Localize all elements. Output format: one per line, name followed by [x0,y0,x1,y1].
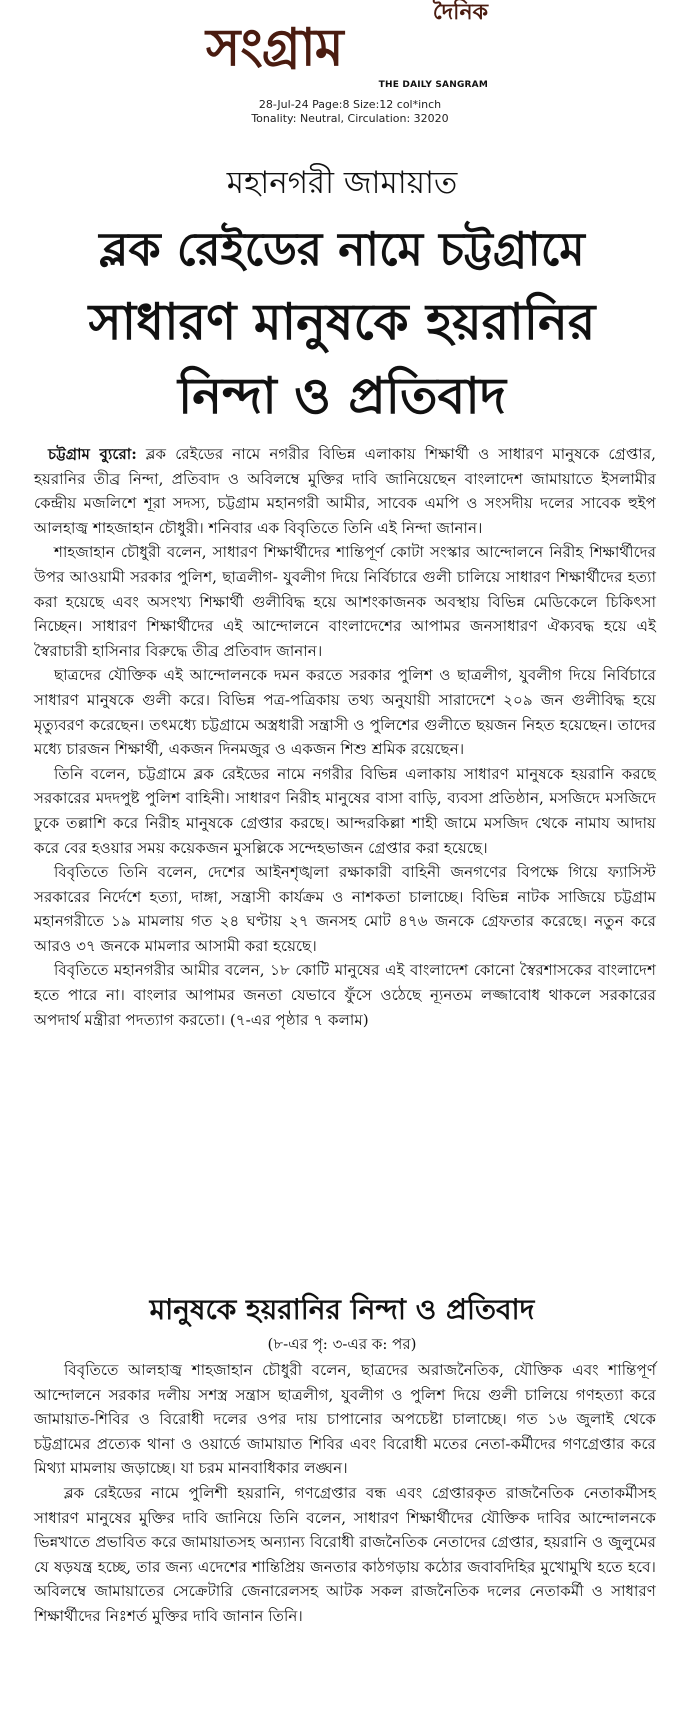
article-body [34,442,656,1032]
masthead-dainik: দৈনিক [432,0,488,25]
article-paragraph: তিনি বলেন, চট্টগ্রামে ব্লক রেইডের নামে নগরীর বিভিন্ন এলাকায় সাধারণ মানুষকে হয়রানি করছে সরকারের মদদপুষ্ট পুলিশ বাহিনী। সাধারণ নিরীহ মানুষের বাসা বাড়ি, ব্যবসা প্রতিষ্ঠান, মসজিদে মসজিদে ঢুকে তল্লাশি করে নিরীহ মানুষকে গ্রেপ্তার করছে। আন্দরকিল্লা শাহী জামে মসজিদ থেকে নামায আদায় করে বের হওয়ার সময় কয়েকজন মুসল্লিকে সন্দেহভাজন গ্রেপ্তার করা হয়েছে। [34,764,656,857]
article-paragraph: চট্টগ্রাম ব্যুরো: ব্লক রেইডের নামে নগরীর বিভিন্ন এলাকায় শিক্ষার্থী ও সাধারণ মানুষকে গ্রেপ্তার, হয়রানির তীব্র নিন্দা, প্রতিবাদ ও অবিলম্বে মুক্তির দাবি জানিয়েছেন বাংলাদেশ জামায়াতে ইসলামীর কেন্দ্রীয় মজলিশে শূরা সদস্য, চট্টগ্রাম মহানগরী আমীর, সাবেক এমপি ও সংসদীয় দলের সাবেক হুইপ আলহাজ্ব শাহজাহান চৌধুরী। শনিবার এক বিবৃতিতে তিনি এই নিন্দা জানান। [34,445,656,537]
article-paragraph: শাহজাহান চৌধুরী বলেন, সাধারণ শিক্ষার্থীদের শান্তিপূর্ণ কোটা সংস্কার আন্দোলনে নিরীহ শিক্ষার্থীদের উপর আওয়ামী সরকার পুলিশ, ছাত্রলীগ- যুবলীগ দিয়ে নির্বিচারে গুলী চালিয়ে সাধারণ শিক্ষার্থীদের হত্যা করা হয়েছে এবং অসংখ্য শিক্ষার্থী গুলীবিদ্ধ হয়ে আশংকাজনক অবস্থায় বিভিন্ন মেডিকেলে চিকিৎসা নিচ্ছেন। সাধারণ শিক্ষার্থীদের এই আন্দোলনে বাংলাদেশের আপামর জনসাধারণ ঐক্যবদ্ধ হয়ে এই স্বৈরাচারী হাসিনার বিরুদ্ধে তীব্র প্রতিবাদ জানান। [34,543,656,660]
headline-line-1: ব্লক রেইডের নামে চট্টগ্রামে [99,222,585,276]
article-paragraph: বিবৃতিতে মহানগরীর আমীর বলেন, ১৮ কোটি মানুষের এই বাংলাদেশ কোনো স্বৈরশাসকের বাংলাদেশ হতে পারে না। বাংলার আপামর জনতা যেভাবে ফুঁসে ওঠেছে ন্যূনতম লজ্জাবোধ থাকলে সরকারের অপদার্থ মন্ত্রীরা পদত্যাগ করতো। (৭-এর পৃষ্ঠার ৭ কলাম) [34,961,656,1029]
dateline: চট্টগ্রাম ব্যুরো: [48,445,137,463]
clip-meta-line-2: Tonality: Neutral, Circulation: 32020 [251,112,449,125]
masthead-english-name: THE DAILY SANGRAM [378,80,488,90]
continuation-paragraph: ব্লক রেইডের নামে পুলিশী হয়রানি, গণগ্রেপ্তার বন্ধ এবং গ্রেপ্তারকৃত রাজনৈতিক নেতাকর্মীসহ সাধারণ মানুষের মুক্তির দাবি জানিয়ে তিনি বলেন, সাধারণ শিক্ষার্থীদের যৌক্তিক দাবির আন্দোলনকে ভিন্নখাতে প্রভাবিত করে জামায়াতসহ অন্যান্য বিরোধী রাজনৈতিক নেতাদের গ্রেপ্তার, হয়রানি ও জুলুমের যে ষড়যন্ত্র হচ্ছে, তার জন্য এদেশের শান্তিপ্রিয় জনতার কাঠগড়ায় কঠোর জবাবদিহির মুখোমুখি হতে হবে। অবিলম্বে জামায়াতের সেক্রেটারি জেনারেলসহ আটক সকল রাজনৈতিক দলের নেতাকর্মী ও সাধারণ শিক্ষার্থীদের নিঃশর্ত মুক্তির দাবি জানান তিনি। [34,1483,656,1625]
article-paragraph: বিবৃতিতে তিনি বলেন, দেশের আইনশৃঙ্খলা রক্ষাকারী বাহিনী জনগণের বিপক্ষে গিয়ে ফ্যাসিস্ট সরকারের নির্দেশে হত্যা, দাঙ্গা, সন্ত্রাসী কার্যক্রম ও নাশকতা চালাচ্ছে। বিভিন্ন নাটক সাজিয়ে চট্টগ্রাম মহানগরীতে ১৯ মামলায় গত ২৪ ঘণ্টায় ২৭ জনসহ মোট ৪৭৬ জনকে গ্রেফতার করেছে। নতুন করে আরও ৩৭ জনকে মামলার আসামী করা হয়েছে। [34,863,656,955]
continuation-paragraph: বিবৃতিতে আলহাজ্ব শাহজাহান চৌধুরী বলেন, ছাত্রদের অরাজনৈতিক, যৌক্তিক এবং শান্তিপূর্ণ আন্দোলনে সরকার দলীয় সশস্ত্র সন্ত্রাস ছাত্রলীগ, যুবলীগ ও পুলিশ দিয়ে গুলী চালিয়ে গণহত্যা করে জামায়াত-শিবির ও বিরোধী দলের ওপর দায় চাপানোর অপচেষ্টা চালাচ্ছে। গত ১৬ জুলাই থেকে চট্টগ্রামের প্রত্যেক থানা ও ওয়ার্ডে জামায়াত শিবির এবং বিরোধী মতের নেতা-কর্মীদের গণগ্রেপ্তার করে মিথ্যা মামলায় জড়াচ্ছে। যা চরম মানবাধিকার লঙ্ঘন। [34,1361,656,1478]
continuation-jump-reference: (৮-এর পৃ: ৩-এর ক: পর) [267,1335,417,1353]
clip-meta-line-1: 28-Jul-24 Page:8 Size:12 col*inch [258,98,442,111]
continuation-body [34,1358,656,1629]
headline-line-3: নিন্দা ও প্রতিবাদ [177,367,507,425]
masthead-logo-sangram: সংগ্রাম [206,18,343,78]
masthead [206,2,488,94]
headline-kicker: মহানগরী জামায়াত [226,165,458,201]
continuation-heading: মানুষকে হয়রানির নিন্দা ও প্রতিবাদ [149,1293,535,1326]
article-paragraph: ছাত্রদের যৌক্তিক এই আন্দোলনকে দমন করতে সরকার পুলিশ ও ছাত্রলীগ, যুবলীগ দিয়ে নির্বিচারে সাধারণ মানুষকে গুলী করে। বিভিন্ন পত্র-পত্রিকায় তথ্য অনুযায়ী সারাদেশে ২০৯ জন গুলীবিদ্ধ হয়ে মৃত্যুবরণ করেছেন। তৎমধ্যে চট্টগ্রামে অস্ত্রধারী সন্ত্রাসী ও পুলিশের গুলীতে ছয়জন নিহত হয়েছেন। তাদের মধ্যে চারজন শিক্ষার্থী, একজন দিনমজুর ও একজন শিশু শ্রমিক রয়েছেন। [34,666,656,759]
headline-line-2: সাধারণ মানুষকে হয়রানির [88,293,596,351]
